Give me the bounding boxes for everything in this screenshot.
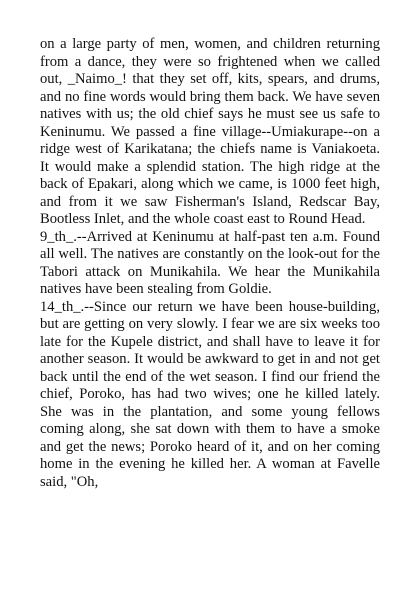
paragraph-14th-house-building: 14_th_.--Since our return we have been house-building, but are getting on very slowly. I fear we are six weeks too late for the Kupele district, and shall have to leave it for another season. It would be awkward to get in and not get back until the end of the wet season. I find our friend the chief, Poroko, has had two wives; one he killed lately. She was in the plantation, and some young fellows coming along, she sat down with them to have a smoke and get the news; Poroko heard of it, and on her coming home in the evening he killed her. A woman at Favelle said, "Oh, <box>40 298 380 490</box>
paragraph-party-returning: on a large party of men, women, and children returning from a dance, they were so frightened when we called out, _Naimo_! that they set off, kits, spears, and drums, and no fine words would bring them back. We have seven natives with us; the old chief says he must see us safe to Keninumu. We passed a fine village--Umiakurape--on a ridge west of Karikatana; the chiefs name is Vaniakoeta. It would make a splendid station. The high ridge at the back of Epakari, along which we came, is 1000 feet high, and from it we saw Fisherman's Island, Redscar Bay, Bootless Inlet, and the whole coast east to Round Head. <box>40 36 380 227</box>
page-text <box>40 36 380 491</box>
paragraph-9th-arrival: 9_th_.--Arrived at Keninumu at half-past ten a.m. Found all well. The natives are constantly on the look-out for the Tabori attack on Munikahila. We hear the Munikahila natives have been stealing from Goldie. <box>40 228 380 297</box>
